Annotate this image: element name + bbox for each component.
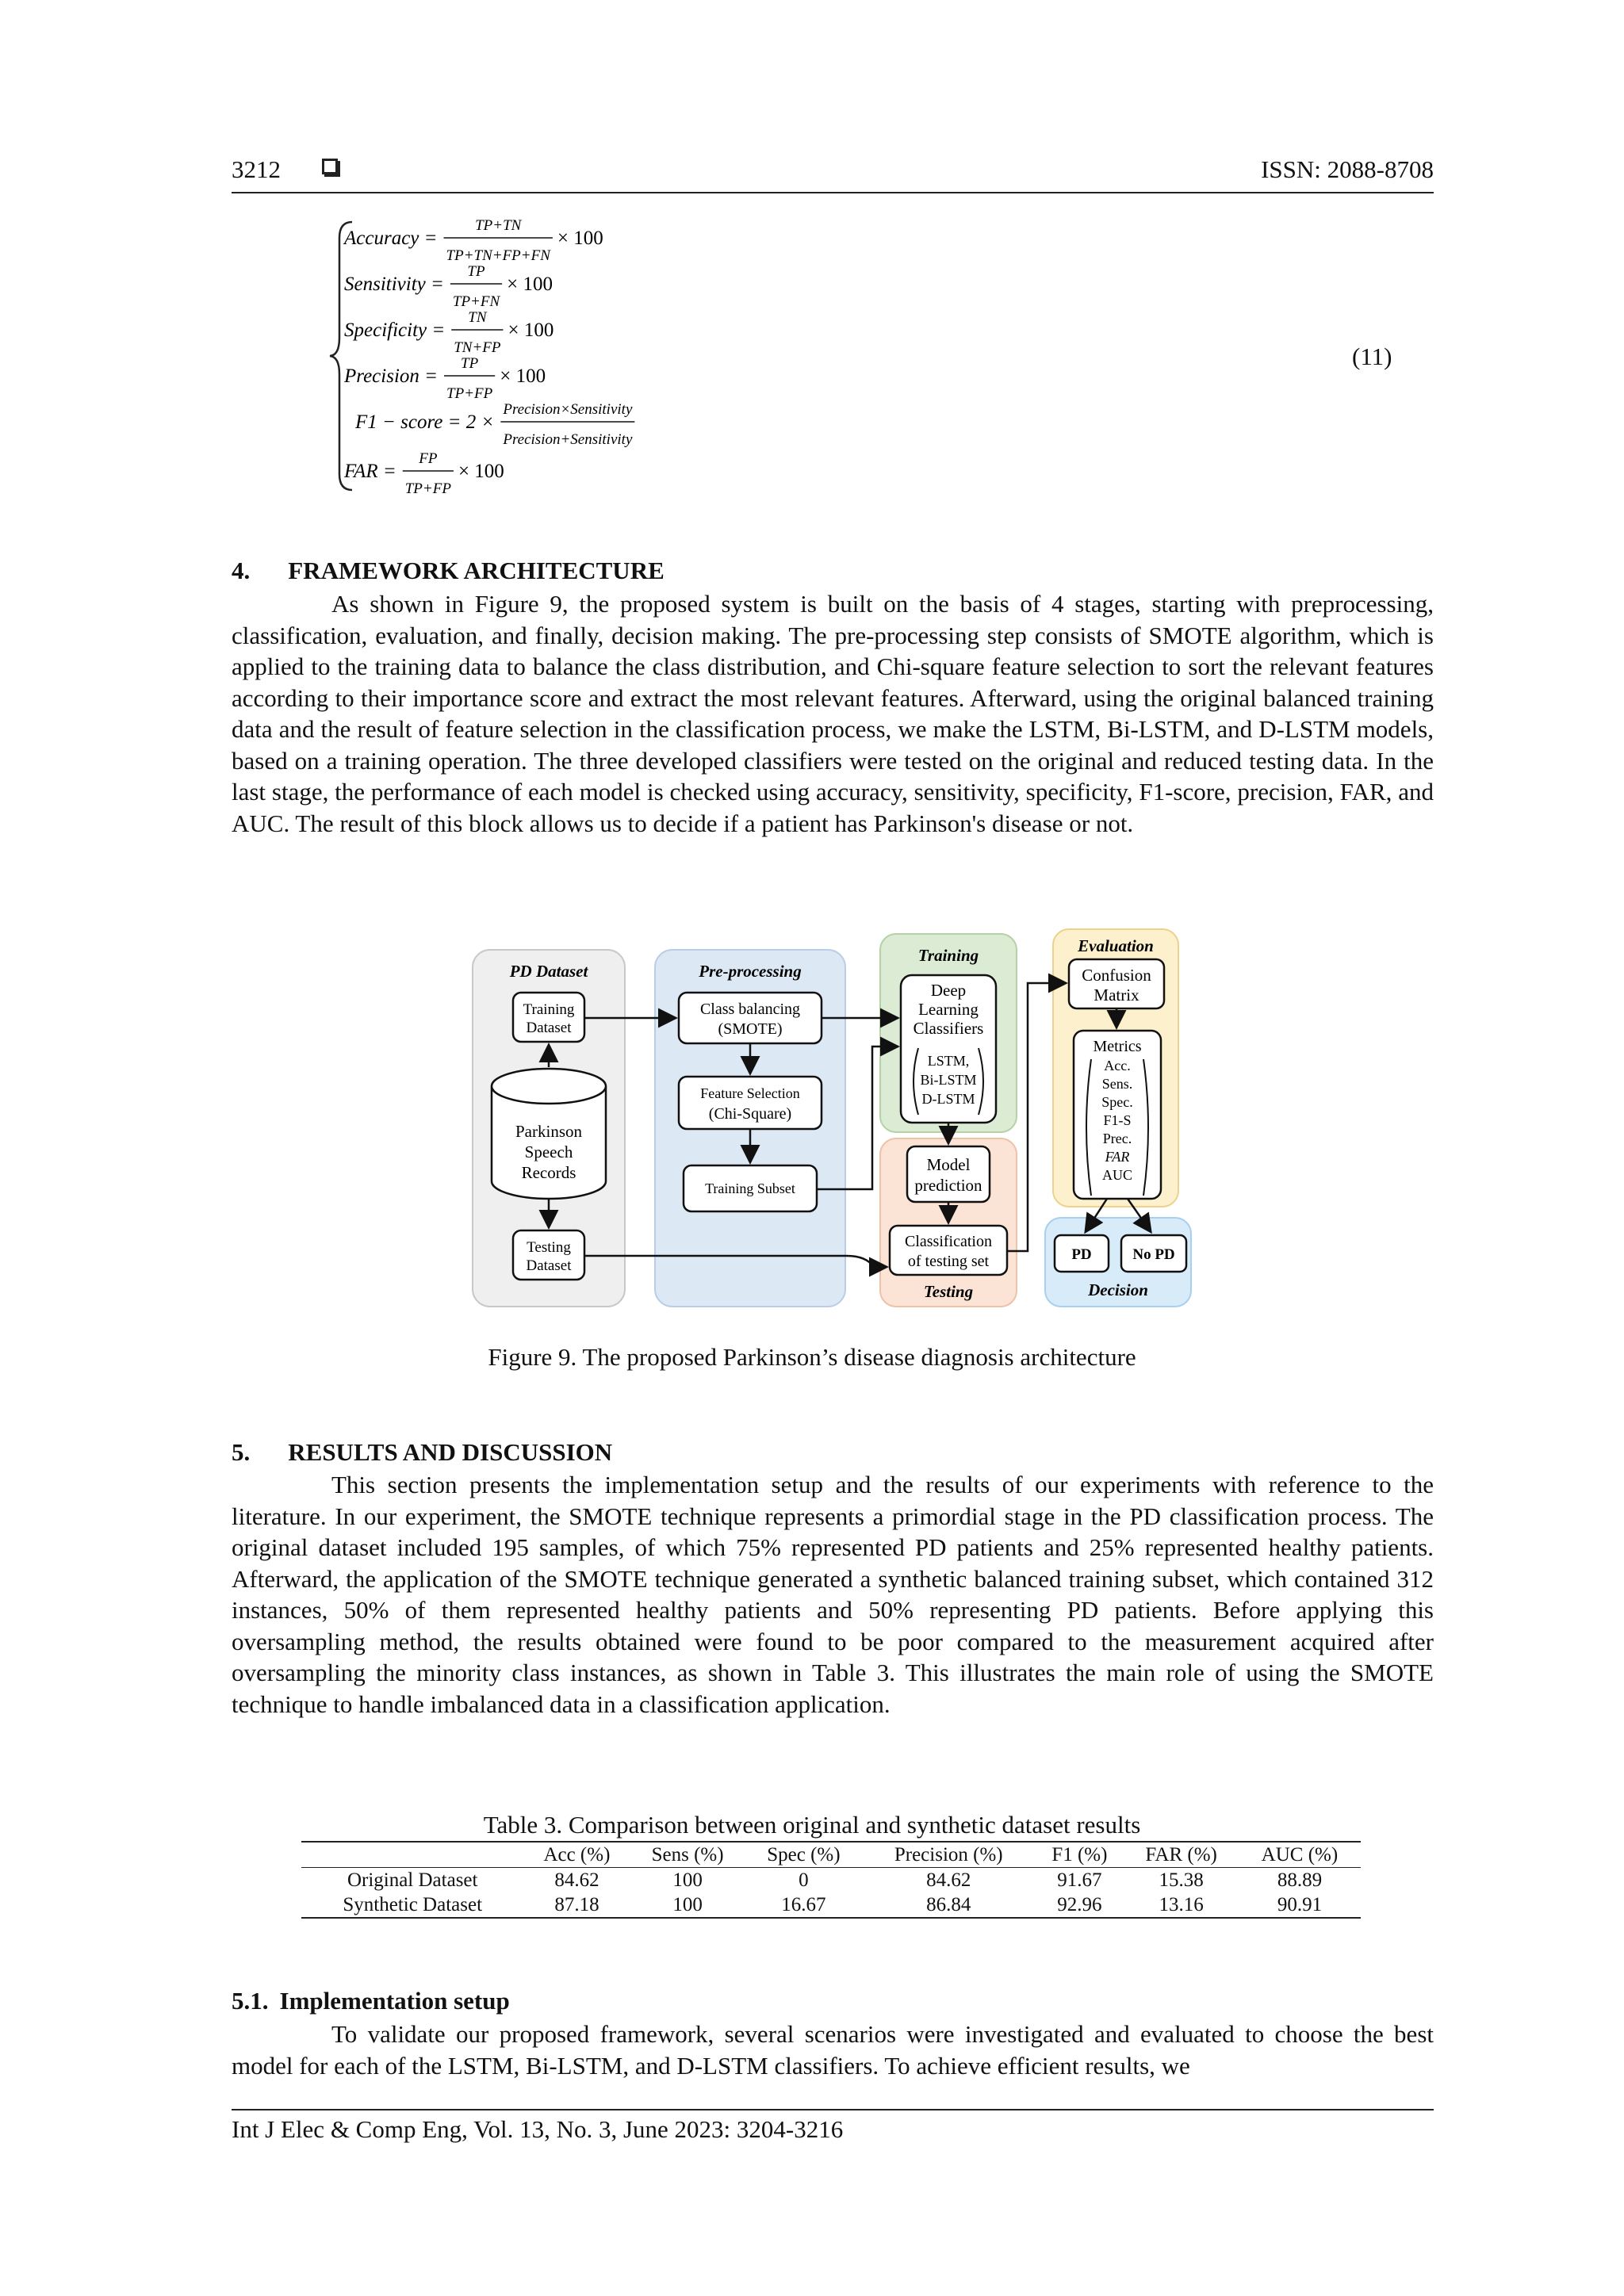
- section-4-paragraph: As shown in Figure 9, the proposed system is built on the basis of 4 stages, starting with preprocessing, classification, evaluation, and finally, decision making. The pre-processing step consists of SMOTE algorithm, which is applied to the training data to balance the class distribution, and Chi-square feature selection to sort the relevant features according to their importance score and extract the most relevant features. Afterward, using the original balanced training data and the result of feature selection in the classification process, we make the LSTM, Bi-LSTM, and D-LSTM models, based on a training operation. The three developed classifiers were tested on the original and reduced testing data. In the last stage, the performance of each model is checked using accuracy, sensitivity, specificity, F1-score, precision, FAR, and AUC. The result of this block allows us to decide if a patient has Parkinson's disease or not.: [232, 590, 1434, 837]
- equation-rhs: × 100: [458, 461, 504, 482]
- node-model-prediction-l1: Model: [926, 1155, 971, 1174]
- table-header-cell: F1 (%): [1035, 1842, 1124, 1868]
- section-5-title: RESULTS AND DISCUSSION: [288, 1438, 613, 1466]
- table-cell: 91.67: [1057, 1869, 1102, 1891]
- node-class-balancing-l1: Class balancing: [699, 1001, 801, 1018]
- section-5-1-number: 5.1.: [232, 1987, 269, 2015]
- metric-item: Sens.: [1101, 1076, 1133, 1092]
- equation-lhs: Specificity =: [344, 320, 446, 341]
- node-testing-dataset-l2: Dataset: [526, 1257, 572, 1274]
- node-deep-learning-l1: Deep: [930, 981, 967, 1000]
- equation-numerator: TP+TN: [475, 217, 522, 234]
- equation-rhs: × 100: [500, 365, 546, 387]
- equation-numerator: TP: [467, 263, 485, 280]
- metric-item: Acc.: [1104, 1058, 1131, 1073]
- section-5-heading: [232, 1438, 612, 1467]
- metric-item: AUC: [1101, 1167, 1133, 1183]
- panel-title-testing: Testing: [923, 1282, 974, 1301]
- section-5-1-heading: [232, 1987, 510, 2015]
- table-cell: 13.16: [1124, 1892, 1238, 1918]
- table-cell: 100: [672, 1869, 703, 1891]
- node-feature-selection-l2: (Chi-Square): [708, 1105, 792, 1123]
- equation-denominator: TP+TN+FP+FN: [446, 247, 550, 264]
- equation-lhs: FAR =: [344, 461, 396, 482]
- node-parkinson-records-l3: Records: [521, 1163, 576, 1182]
- table-header-cell: [301, 1842, 523, 1868]
- table-3: [301, 1841, 1361, 1919]
- table-cell: 84.62: [926, 1869, 971, 1891]
- panel-title-decision: Decision: [1088, 1280, 1148, 1299]
- node-metrics: Metrics: [1093, 1038, 1142, 1055]
- table-cell: Synthetic Dataset: [301, 1892, 523, 1918]
- panel-title-evaluation: Evaluation: [1078, 936, 1154, 955]
- node-model-prediction-l2: prediction: [914, 1176, 982, 1195]
- table-header-cell: Precision (%): [862, 1842, 1035, 1868]
- equation-rhs: × 100: [557, 228, 603, 249]
- equation-lhs: F1 − score = 2 ×: [355, 411, 495, 433]
- equation-numerator: TP: [461, 355, 479, 372]
- node-training-dataset-l2: Dataset: [526, 1020, 572, 1036]
- node-deep-learning-l2: Learning: [918, 1000, 979, 1019]
- equation-denominator: TP+FP: [446, 385, 493, 402]
- equation-denominator: Precision+Sensitivity: [503, 431, 633, 448]
- metric-item: F1-S: [1103, 1112, 1132, 1128]
- equation-rhs: × 100: [508, 320, 554, 341]
- node-confusion-matrix-l1: Confusion: [1082, 966, 1151, 985]
- node-parkinson-records-l2: Speech: [524, 1142, 573, 1161]
- table-cell: 0: [799, 1869, 809, 1891]
- equation-rhs: × 100: [507, 274, 553, 295]
- node-training-subset: Training Subset: [705, 1181, 795, 1196]
- section-4-title: FRAMEWORK ARCHITECTURE: [288, 557, 665, 584]
- panel-title-preprocessing: Pre-processing: [699, 962, 802, 981]
- metric-list: [1101, 1058, 1133, 1183]
- node-models-l3: D-LSTM: [921, 1091, 975, 1107]
- node-pd: PD: [1071, 1246, 1092, 1263]
- section-5-1-paragraph: To validate our proposed framework, several scenarios were investigated and evaluated to choose the best model for each of the LSTM, Bi-LSTM, and D-LSTM classifiers. To achieve efficient results, we: [232, 2020, 1434, 2080]
- square-bullet-icon: [322, 159, 338, 174]
- figure-9-caption: Figure 9. The proposed Parkinson’s disease diagnosis architecture: [488, 1343, 1136, 1371]
- section-4-number: 4.: [232, 557, 251, 584]
- section-5-1-title: Implementation setup: [279, 1987, 510, 2015]
- node-models-l1: LSTM,: [927, 1053, 970, 1069]
- node-classification-testing-l2: of testing set: [907, 1253, 990, 1270]
- page-number: 3212: [232, 155, 281, 183]
- footer-rule: [232, 2109, 1434, 2110]
- section-5-number: 5.: [232, 1438, 251, 1466]
- table-header-cell: AUC (%): [1239, 1842, 1361, 1868]
- footer-citation: Int J Elec & Comp Eng, Vol. 13, No. 3, June 2023: 3204-3216: [232, 2115, 844, 2143]
- node-no-pd: No PD: [1132, 1246, 1175, 1263]
- table-cell: 15.38: [1159, 1869, 1204, 1891]
- table-cell: 86.84: [862, 1892, 1035, 1918]
- node-deep-learning-l3: Classifiers: [913, 1019, 984, 1038]
- metric-item: Prec.: [1102, 1131, 1132, 1146]
- table-cell: 84.62: [554, 1869, 599, 1891]
- equation-denominator: TN+FP: [454, 339, 501, 356]
- node-training-dataset-l1: Training: [523, 1001, 575, 1018]
- node-parkinson-records-l1: Parkinson: [515, 1122, 582, 1141]
- panel-title-pd-dataset: PD Dataset: [509, 962, 588, 981]
- table-header-cell: FAR (%): [1124, 1842, 1238, 1868]
- node-models-l2: Bi-LSTM: [920, 1072, 977, 1088]
- header-rule: [232, 192, 1434, 193]
- equation-denominator: TP+FN: [452, 293, 500, 310]
- table-3-caption: Table 3. Comparison between original and synthetic dataset results: [483, 1811, 1141, 1839]
- figure-9: [469, 920, 1199, 1316]
- metric-item: FAR: [1105, 1149, 1130, 1165]
- equation-lhs: Accuracy =: [344, 228, 438, 249]
- equation-numerator: TN: [468, 309, 487, 326]
- table-header-cell: Spec (%): [745, 1842, 862, 1868]
- section-4-heading: [232, 557, 665, 585]
- metric-item: Spec.: [1101, 1094, 1133, 1110]
- table-header-cell: Sens (%): [630, 1842, 745, 1868]
- table-cell: 90.91: [1239, 1892, 1361, 1918]
- journal-issn: ISSN: 2088-8708: [1261, 155, 1434, 183]
- panel-title-training: Training: [917, 946, 979, 965]
- table-cell: Original Dataset: [347, 1869, 478, 1891]
- table-cell: 87.18: [523, 1892, 630, 1918]
- table-cell: 16.67: [745, 1892, 862, 1918]
- table-cell: 88.89: [1277, 1869, 1323, 1891]
- equation-numerator: FP: [419, 450, 438, 467]
- table-cell: 92.96: [1035, 1892, 1124, 1918]
- node-feature-selection-l1: Feature Selection: [700, 1085, 800, 1101]
- equation-numerator: Precision×Sensitivity: [503, 401, 633, 418]
- equation-denominator: TP+FP: [404, 480, 451, 497]
- equation-lhs: Precision =: [344, 365, 439, 387]
- table-cell: 100: [630, 1892, 745, 1918]
- node-testing-dataset-l1: Testing: [527, 1239, 571, 1256]
- table-header-cell: Acc (%): [523, 1842, 630, 1868]
- equation-number: (11): [1352, 342, 1392, 370]
- section-5-paragraph: This section presents the implementation setup and the results of our experiments with reference to the literature. In our experiment, the SMOTE technique represents a primordial stage in the PD classification process. The original dataset included 195 samples, of which 75% represented PD patients and 25% represented healthy patients. Afterward, the application of the SMOTE technique generated a synthetic balanced training subset, which contained 312 instances, 50% of them represented healthy patients and 50% representing PD patients. Before applying this oversampling method, the results obtained were found to be poor compared to the measurement acquired after oversampling the minority class instances, as shown in Table 3. This illustrates the main role of using the SMOTE technique to handle imbalanced data in a classification application.: [232, 1471, 1434, 1718]
- node-classification-testing-l1: Classification: [905, 1233, 992, 1250]
- node-class-balancing-l2: (SMOTE): [718, 1020, 783, 1038]
- table-row: [301, 1892, 1361, 1918]
- equation-lhs: Sensitivity =: [344, 274, 444, 295]
- equation-11: [341, 214, 817, 499]
- node-confusion-matrix-l2: Matrix: [1094, 985, 1139, 1004]
- table-row: [301, 1868, 1361, 1893]
